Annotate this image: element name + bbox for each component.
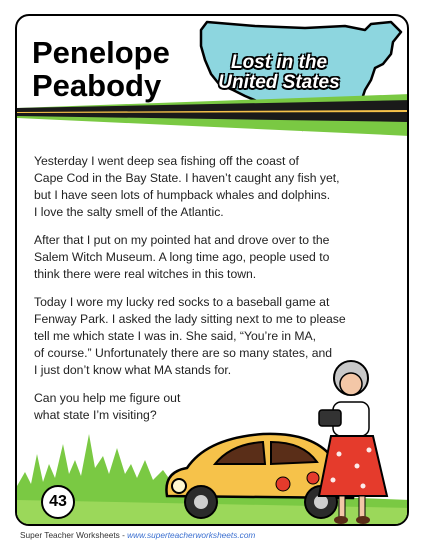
- footer-credit: [20, 530, 255, 540]
- title-line-2: Peabody: [32, 68, 162, 103]
- worksheet-card: [15, 14, 409, 526]
- story-question: Can you help me figure out what state I’m visiting?: [34, 391, 181, 422]
- story-paragraph: Today I wore my lucky red socks to a baseball game at Fenway Park. I asked the lady sitting next to me to please tell me which state I was in. She said, “You’re in MA, of course.” Unfortunately there are so many states, and I just don’t know what MA stands for.: [34, 295, 346, 377]
- story-paragraph: After that I put on my pointed hat and drove over to the Salem Witch Museum. A long time ago, people used to think there were real witches in this town.: [34, 233, 330, 281]
- subtitle-line-2: United States: [218, 72, 340, 93]
- page-number-badge: 43: [41, 485, 75, 519]
- footer-brand: Super Teacher Worksheets: [20, 530, 120, 540]
- road-illustration: [17, 94, 409, 136]
- footer-separator: -: [119, 530, 128, 540]
- subtitle-line-1: Lost in the: [230, 52, 328, 73]
- penelope-character-illustration: [313, 358, 393, 526]
- footer-url-link[interactable]: www.superteacherworksheets.com: [127, 530, 256, 540]
- title-line-1: Penelope: [32, 35, 170, 70]
- page-title: [32, 36, 170, 102]
- series-subtitle: [204, 53, 354, 93]
- story-paragraph: Yesterday I went deep sea fishing off the coast of Cape Cod in the Bay State. I haven’t caught any fish yet, but I have seen lots of humpback whales and dolphins. I love the salty smell of the Atlantic.: [34, 154, 340, 219]
